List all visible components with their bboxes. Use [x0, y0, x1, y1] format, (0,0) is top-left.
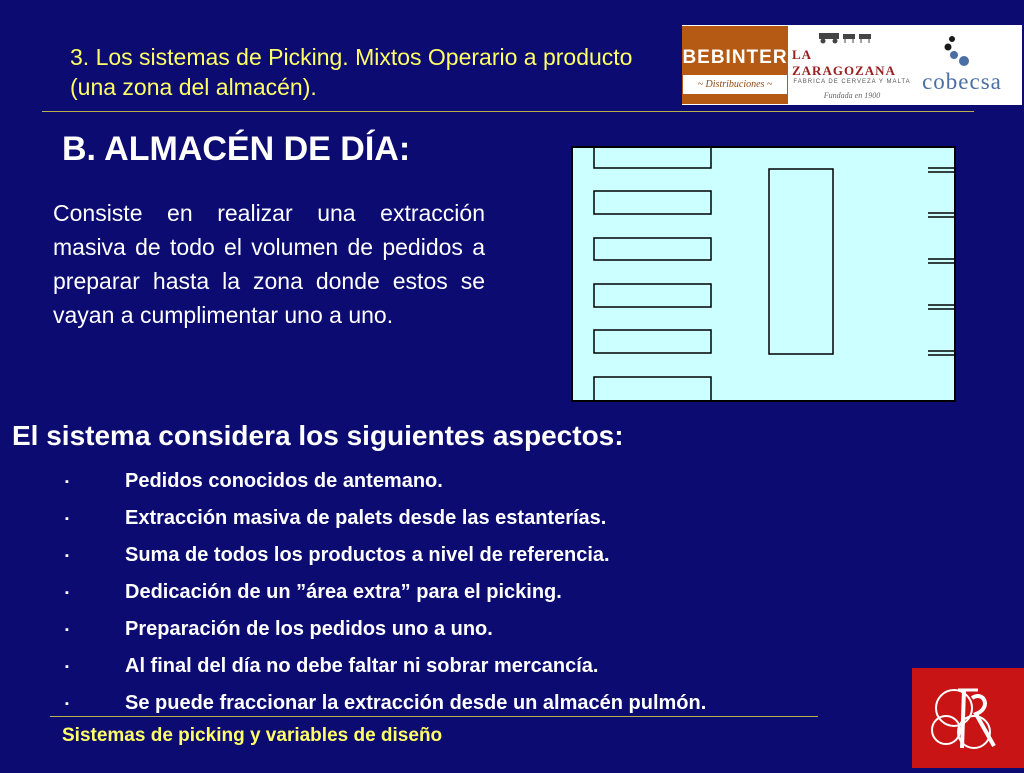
bebinter-name: BEBINTER [682, 46, 788, 68]
bebinter-logo [682, 26, 788, 104]
aspects-list [62, 463, 706, 722]
header-divider [42, 111, 974, 112]
bullet-icon: ▪ [65, 586, 69, 599]
bullet-icon: ▪ [65, 475, 69, 488]
sponsor-logos [682, 25, 1022, 105]
bebinter-subtitle: ~ Distribuciones ~ [683, 75, 787, 94]
list-item-text: Se puede fraccionar la extracción desde un almacén pulmón. [125, 692, 707, 714]
slide-header-title: 3. Los sistemas de Picking. Mixtos Operario a producto (una zona del almacén). [70, 44, 633, 100]
footer-text: Sistemas de picking y variables de diseño [62, 725, 443, 746]
list-item-text: Pedidos conocidos de antemano. [125, 470, 443, 492]
bullet-icon: ▪ [65, 623, 69, 636]
warehouse-layout-diagram [571, 146, 956, 402]
bullet-icon: ▪ [65, 697, 69, 710]
section-description: Consiste en realizar una extracción masiva de todo el volumen de pedidos a preparar hasta la zona donde estos se vayan a cumplimentar uno a uno. [53, 200, 485, 328]
zaragozana-logo [792, 27, 912, 103]
list-item [62, 648, 706, 685]
cobecsa-name: cobecsa [922, 69, 1002, 94]
footer-divider [50, 716, 818, 717]
list-item [62, 611, 706, 648]
list-item-text: Dedicación de un ”área extra” para el picking. [125, 581, 562, 603]
section-title: B. ALMACÉN DE DÍA: [62, 130, 411, 168]
list-item [62, 537, 706, 574]
list-item [62, 463, 706, 500]
list-item-text: Al final del día no debe faltar ni sobrar mercancía. [125, 655, 599, 677]
list-item-text: Suma de todos los productos a nivel de referencia. [125, 544, 610, 566]
zaragozana-subtitle: FABRICA DE CERVEZA Y MALTA [793, 79, 911, 85]
bullet-icon: ▪ [65, 512, 69, 525]
zaragozana-name: LA ZARAGOZANA [792, 47, 896, 78]
aspects-title: El sistema considera los siguientes aspectos: [12, 420, 624, 451]
list-item-text: Preparación de los pedidos uno a uno. [125, 618, 493, 640]
list-item [62, 574, 706, 611]
cobecsa-logo [912, 27, 1012, 103]
bullet-icon: ▪ [65, 549, 69, 562]
list-item [62, 500, 706, 537]
bullet-icon: ▪ [65, 660, 69, 673]
monogram-logo [912, 668, 1024, 768]
list-item-text: Extracción masiva de palets desde las estanterías. [125, 507, 607, 529]
cobecsa-dots-icon [942, 35, 982, 69]
zaragozana-signature: Fundada en 1900 [823, 91, 881, 100]
carriage-icon [817, 30, 887, 47]
